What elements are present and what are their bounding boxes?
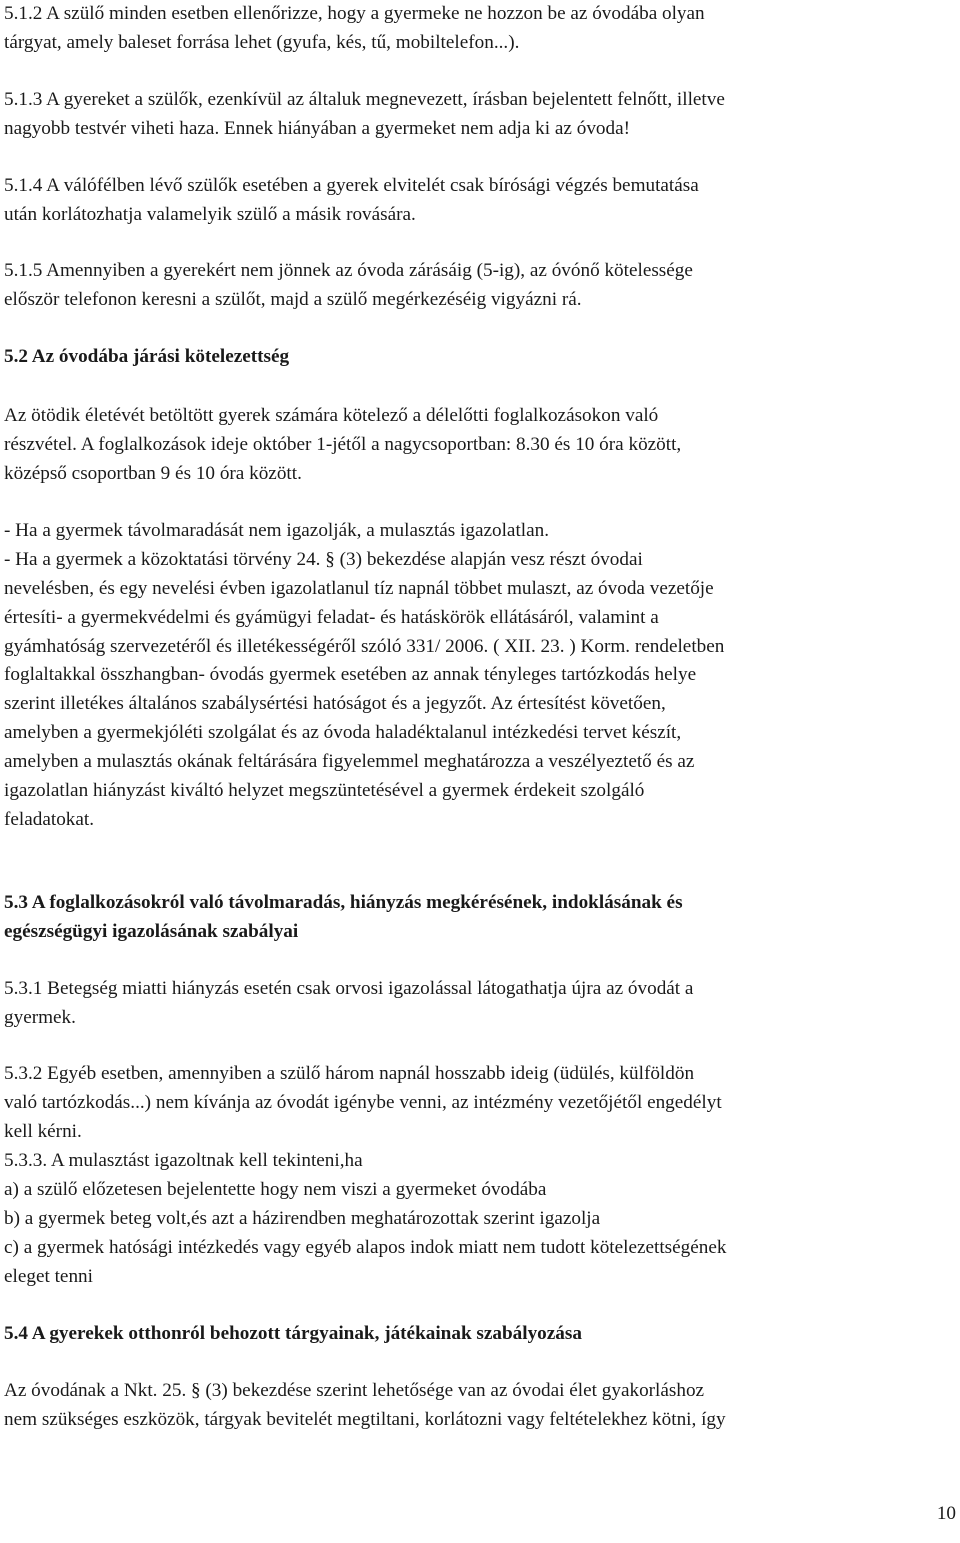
text-line: eleget tenni xyxy=(4,1265,93,1287)
paragraph-5-3-3 xyxy=(4,1147,956,1292)
text-line: 5.1.5 Amennyiben a gyerekért nem jönnek az óvoda zárásáig (5-ig), az óvónő kötelessége xyxy=(4,260,693,282)
document-page xyxy=(4,0,956,1434)
list-item-a: a) a szülő előzetesen bejelentette hogy nem viszi a gyermeket óvodába xyxy=(4,1179,547,1201)
text-line: tárgyat, amely baleset forrása lehet (gyufa, kés, tű, mobiltelefon...). xyxy=(4,31,520,53)
paragraph-5-1-3 xyxy=(4,86,956,144)
text-line: középső csoportban 9 és 10 óra között. xyxy=(4,462,302,484)
text-line: részvétel. A foglalkozások ideje október 1-jétől a nagycsoportban: 8.30 és 10 óra között, xyxy=(4,434,682,456)
paragraph-5-1-5 xyxy=(4,257,956,315)
section-heading-5-4 xyxy=(4,1320,956,1349)
paragraph-5-1-4 xyxy=(4,172,956,230)
text-line: gyámhatóság szervezetéről és illetékességéről szóló 331/ 2006. ( XII. 23. ) Korm. rendeletben xyxy=(4,635,725,657)
heading-line: 5.2 Az óvodába járási kötelezettség xyxy=(4,346,290,368)
text-line: foglaltakkal összhangban- óvodás gyermek esetében az annak tényleges tartózkodás helye xyxy=(4,664,697,686)
text-line: - Ha a gyermek a közoktatási törvény 24. § (3) bekezdése alapján vesz részt óvodai xyxy=(4,548,643,570)
heading-line: 5.4 A gyerekek otthonról behozott tárgyainak, játékainak szabályozása xyxy=(4,1322,582,1344)
page-number: 10 xyxy=(936,1503,956,1524)
text-line: kell kérni. xyxy=(4,1121,82,1143)
text-line: 5.1.3 A gyereket a szülők, ezenkívül az általuk megnevezett, írásban bejelentett felnőtt, illetve xyxy=(4,88,725,110)
paragraph-5-2-intro xyxy=(4,402,956,489)
text-line: igazolatlan hiányzást kiváltó helyzet megszüntetésével a gyermek érdekeit szolgáló xyxy=(4,780,645,802)
paragraph-5-3-1 xyxy=(4,975,956,1033)
text-line: Az óvodának a Nkt. 25. § (3) bekezdése szerint lehetősége van az óvodai élet gyakorláshoz xyxy=(4,1379,705,1401)
text-line: amelyben a gyermekjóléti szolgálat és az óvoda haladéktalanul intézkedési tervet készít, xyxy=(4,722,682,744)
text-line: való tartózkodás...) nem kívánja az óvodát igénybe venni, az intézmény vezetőjétől engedélyt xyxy=(4,1092,722,1114)
text-line: amelyben a mulasztás okának feltárására figyelemmel meghatározza a veszélyeztető és az xyxy=(4,751,695,773)
text-line: után korlátozhatja valamelyik szülő a másik rovására. xyxy=(4,203,416,225)
heading-line: 5.3 A foglalkozásokról való távolmaradás, hiányzás megkérésének, indoklásának és xyxy=(4,891,683,913)
text-line: 5.3.2 Egyéb esetben, amennyiben a szülő három napnál hosszabb ideig (üdülés, külföldön xyxy=(4,1063,695,1085)
text-line: Az ötödik életévét betöltött gyerek számára kötelező a délelőtti foglalkozásokon való xyxy=(4,405,659,427)
text-line: - Ha a gyermek távolmaradását nem igazolják, a mulasztás igazolatlan. xyxy=(4,519,550,541)
list-item-b: b) a gyermek beteg volt,és azt a házirendben meghatározottak szerint igazolja xyxy=(4,1208,601,1229)
section-heading-5-3 xyxy=(4,889,956,947)
section-heading-5-2 xyxy=(4,343,956,372)
text-line: szerint illetékes általános szabálysértési hatóságot és a jegyzőt. Az értesítést követően, xyxy=(4,693,666,715)
text-line: nevelésben, és egy nevelési évben igazolatlanul tíz napnál többet mulaszt, az óvoda vezetője xyxy=(4,577,714,599)
text-line: feladatokat. xyxy=(4,808,95,830)
list-item-c: c) a gyermek hatósági intézkedés vagy egyéb alapos indok miatt nem tudott kötelezettségének xyxy=(4,1236,727,1258)
text-line: először telefonon keresni a szülőt, majd a szülő megérkezéséig vigyázni rá. xyxy=(4,289,582,311)
text-line: 5.3.1 Betegség miatti hiányzás esetén csak orvosi igazolással látogathatja újra az óvodát a xyxy=(4,977,694,999)
text-line: 5.1.4 A válófélben lévő szülők esetében a gyerek elvitelét csak bírósági végzés bemutatása xyxy=(4,174,699,196)
paragraph-5-2-rules xyxy=(4,517,956,835)
text-line: nagyobb testvér viheti haza. Ennek hiányában a gyermeket nem adja ki az óvoda! xyxy=(4,117,631,139)
text-line: értesíti- a gyermekvédelmi és gyámügyi feladat- és hatáskörök ellátásáról, valamint a xyxy=(4,606,659,628)
heading-line: egészségügyi igazolásának szabályai xyxy=(4,920,299,942)
text-line: nem szükséges eszközök, tárgyak bevitelét megtiltani, korlátozni vagy feltételekhez kötni, így xyxy=(4,1408,726,1430)
paragraph-5-3-2 xyxy=(4,1060,956,1147)
text-line: 5.3.3. A mulasztást igazoltnak kell tekinteni,ha xyxy=(4,1150,363,1172)
text-line: 5.1.2 A szülő minden esetben ellenőrizze, hogy a gyermeke ne hozzon be az óvodába olyan xyxy=(4,3,705,24)
paragraph-5-4 xyxy=(4,1377,956,1435)
text-line: gyermek. xyxy=(4,1006,76,1028)
paragraph-5-1-2 xyxy=(4,0,956,58)
